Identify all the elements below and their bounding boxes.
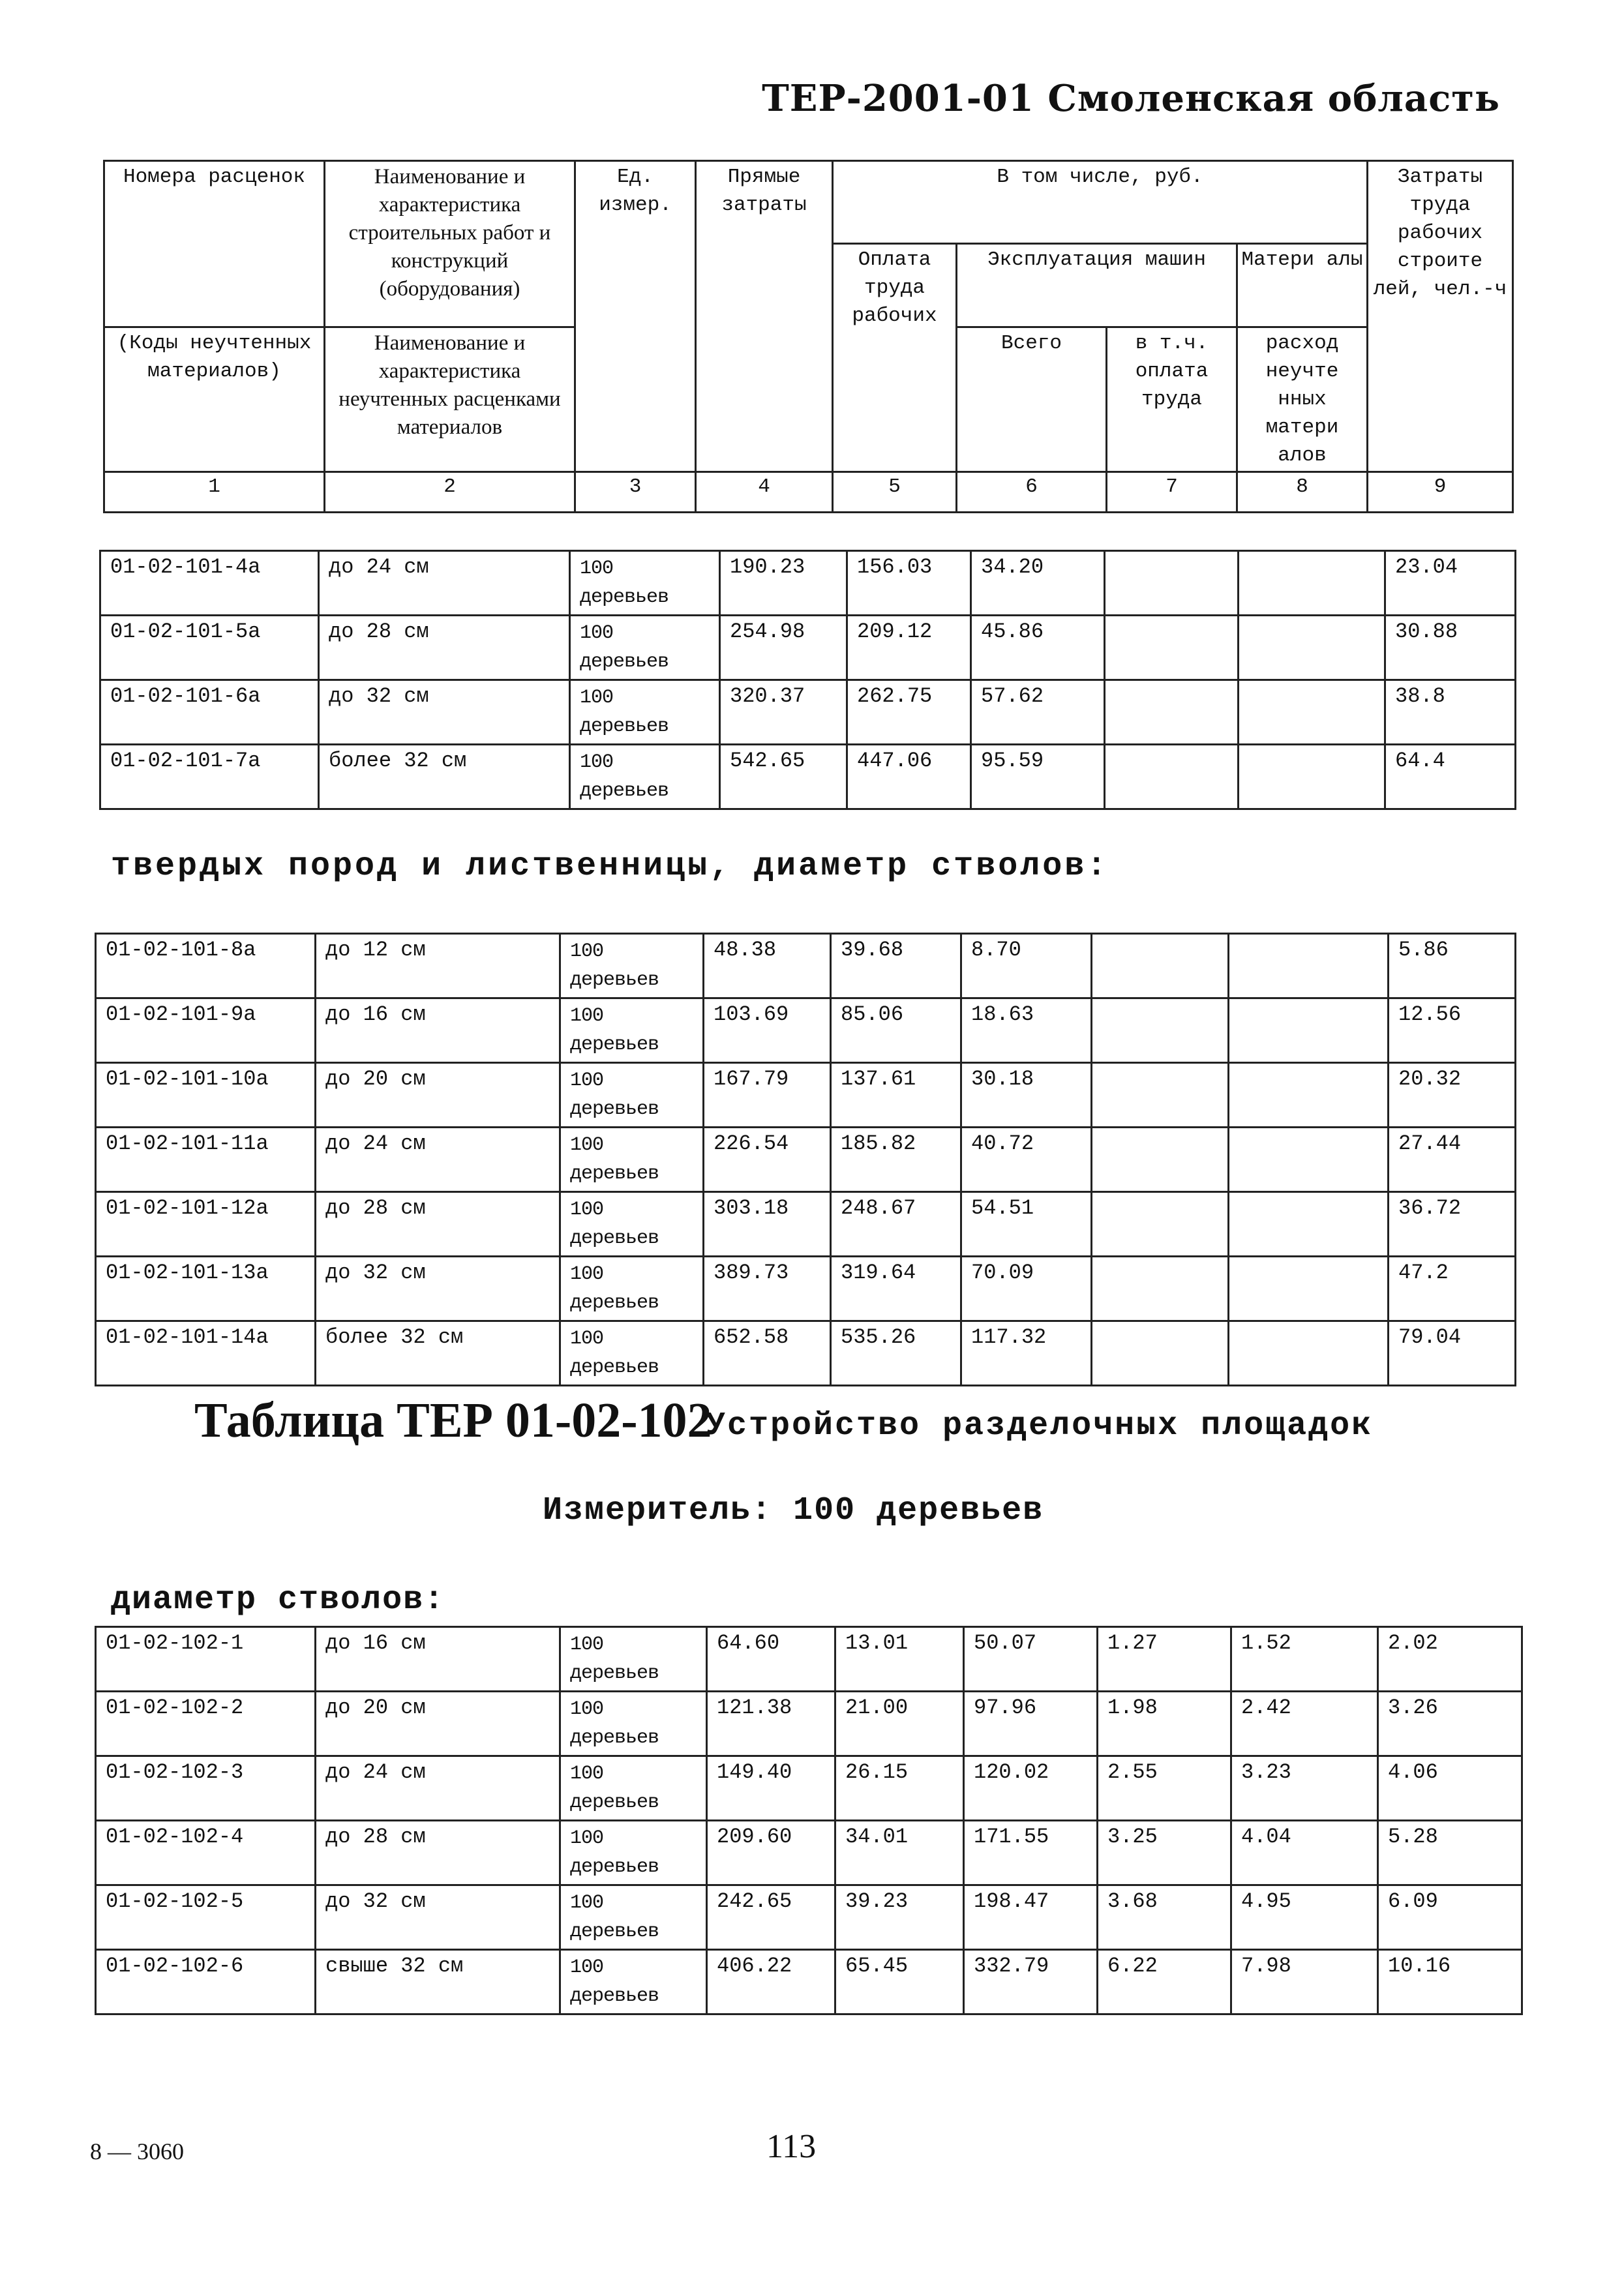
table-row: [96, 1692, 1522, 1756]
cell-name: до 16 см: [316, 998, 560, 1063]
cell-unit: 100 деревьев: [560, 1063, 704, 1128]
cell-mach: 34.20: [971, 551, 1105, 616]
table-row: [96, 1821, 1522, 1885]
header-incl: В том числе, руб.: [833, 161, 1368, 244]
cell-name: до 32 см: [316, 1885, 560, 1950]
cell-pay: 185.82: [831, 1128, 961, 1192]
table-row: [100, 616, 1516, 680]
section-title-hardwood: твердых пород и лиственницы, диаметр стволов:: [111, 848, 1109, 885]
cell-mach-pay: [1092, 1321, 1229, 1386]
cell-mach-pay: [1092, 1257, 1229, 1321]
cell-labor: 5.28: [1378, 1821, 1522, 1885]
cell-mach: 8.70: [961, 934, 1092, 998]
cell-mach-pay: [1105, 680, 1239, 745]
cell-mach-pay: [1105, 616, 1239, 680]
table-title: Таблица ТЕР 01-02-102: [194, 1393, 712, 1448]
cell-mach: 171.55: [964, 1821, 1098, 1885]
col-number: 4: [696, 472, 833, 513]
cell-unit: 100 деревьев: [570, 680, 720, 745]
header-direct: Прямые затраты: [696, 161, 833, 472]
table-row: [96, 1756, 1522, 1821]
rates-table-3: [95, 1626, 1523, 2015]
cell-name: до 32 см: [319, 680, 570, 745]
cell-mach-pay: [1105, 745, 1239, 809]
cell-unit: 100 деревьев: [560, 1950, 707, 2014]
cell-pay: 262.75: [847, 680, 971, 745]
cell-mach-pay: 1.27: [1098, 1627, 1231, 1692]
cell-unit: 100 деревьев: [560, 1885, 707, 1950]
cell-pay: 319.64: [831, 1257, 961, 1321]
cell-labor: 27.44: [1389, 1128, 1516, 1192]
cell-mat: [1229, 1128, 1389, 1192]
table-row: [96, 1128, 1516, 1192]
col-number: 2: [325, 472, 575, 513]
cell-pay: 13.01: [835, 1627, 964, 1692]
cell-labor: 23.04: [1385, 551, 1516, 616]
cell-mach: 57.62: [971, 680, 1105, 745]
cell-mat: 4.95: [1231, 1885, 1378, 1950]
cell-name: до 20 см: [316, 1692, 560, 1756]
cell-code: 01-02-102-4: [96, 1821, 316, 1885]
section-title-diameter: диаметр стволов:: [111, 1581, 445, 1619]
cell-direct: 190.23: [720, 551, 847, 616]
cell-name: до 16 см: [316, 1627, 560, 1692]
cell-mat: [1229, 934, 1389, 998]
cell-direct: 389.73: [704, 1257, 831, 1321]
cell-pay: 85.06: [831, 998, 961, 1063]
cell-direct: 254.98: [720, 616, 847, 680]
cell-mach: 120.02: [964, 1756, 1098, 1821]
cell-code: 01-02-101-14a: [96, 1321, 316, 1386]
cell-direct: 406.22: [707, 1950, 835, 2014]
cell-mach-pay: [1092, 934, 1229, 998]
cell-mat: 2.42: [1231, 1692, 1378, 1756]
cell-mat: [1239, 680, 1385, 745]
cell-name: до 20 см: [316, 1063, 560, 1128]
running-head: ТЕР-2001-01 Смоленская область: [762, 77, 1500, 120]
cell-mach: 30.18: [961, 1063, 1092, 1128]
header-unit: Ед. измер.: [575, 161, 696, 472]
cell-unit: 100 деревьев: [570, 551, 720, 616]
cell-mach-pay: 6.22: [1098, 1950, 1231, 2014]
cell-unit: 100 деревьев: [560, 1192, 704, 1257]
cell-pay: 447.06: [847, 745, 971, 809]
header-name: Наименование и характеристика строительных работ и конструкций (оборудования): [325, 161, 575, 327]
cell-name: до 28 см: [319, 616, 570, 680]
table-row: [96, 1950, 1522, 2014]
cell-pay: 248.67: [831, 1192, 961, 1257]
table-row: [96, 934, 1516, 998]
cell-pay: 34.01: [835, 1821, 964, 1885]
cell-mach-pay: 3.25: [1098, 1821, 1231, 1885]
cell-labor: 64.4: [1385, 745, 1516, 809]
cell-mach: 70.09: [961, 1257, 1092, 1321]
col-number: 9: [1368, 472, 1513, 513]
cell-mach: 97.96: [964, 1692, 1098, 1756]
cell-code: 01-02-101-4a: [100, 551, 319, 616]
cell-mat: [1229, 1063, 1389, 1128]
cell-mat: 7.98: [1231, 1950, 1378, 2014]
table-row: [96, 1321, 1516, 1386]
cell-code: 01-02-101-12a: [96, 1192, 316, 1257]
cell-pay: 137.61: [831, 1063, 961, 1128]
cell-name: более 32 см: [316, 1321, 560, 1386]
cell-direct: 103.69: [704, 998, 831, 1063]
cell-labor: 30.88: [1385, 616, 1516, 680]
cell-code: 01-02-101-11a: [96, 1128, 316, 1192]
cell-mat: [1229, 1257, 1389, 1321]
cell-mach-pay: [1092, 1128, 1229, 1192]
cell-code: 01-02-101-6a: [100, 680, 319, 745]
cell-unit: 100 деревьев: [570, 745, 720, 809]
table-row: [100, 551, 1516, 616]
cell-unit: 100 деревьев: [560, 1692, 707, 1756]
cell-labor: 5.86: [1389, 934, 1516, 998]
column-header-table: [103, 160, 1514, 513]
cell-name: более 32 см: [319, 745, 570, 809]
cell-direct: 320.37: [720, 680, 847, 745]
cell-pay: 209.12: [847, 616, 971, 680]
cell-labor: 10.16: [1378, 1950, 1522, 2014]
cell-code: 01-02-101-9a: [96, 998, 316, 1063]
cell-mach-pay: [1092, 1192, 1229, 1257]
cell-name: до 12 см: [316, 934, 560, 998]
cell-labor: 79.04: [1389, 1321, 1516, 1386]
cell-mat: 3.23: [1231, 1756, 1378, 1821]
cell-unit: 100 деревьев: [560, 1756, 707, 1821]
footer-signature: 8 — 3060: [90, 2138, 184, 2164]
cell-direct: 48.38: [704, 934, 831, 998]
header-pay: Оплата труда рабочих: [833, 244, 957, 472]
cell-labor: 4.06: [1378, 1756, 1522, 1821]
cell-code: 01-02-102-1: [96, 1627, 316, 1692]
table-row: [96, 1063, 1516, 1128]
header-codes: Номера расценок: [104, 161, 325, 327]
cell-unit: 100 деревьев: [560, 1627, 707, 1692]
cell-name: до 28 см: [316, 1192, 560, 1257]
cell-pay: 65.45: [835, 1950, 964, 2014]
cell-direct: 209.60: [707, 1821, 835, 1885]
cell-mach-pay: [1092, 998, 1229, 1063]
cell-mach: 18.63: [961, 998, 1092, 1063]
cell-direct: 64.60: [707, 1627, 835, 1692]
cell-direct: 167.79: [704, 1063, 831, 1128]
cell-unit: 100 деревьев: [560, 1321, 704, 1386]
measure-unit: Измеритель: 100 деревьев: [543, 1492, 1044, 1529]
cell-direct: 652.58: [704, 1321, 831, 1386]
cell-labor: 36.72: [1389, 1192, 1516, 1257]
cell-mach: 198.47: [964, 1885, 1098, 1950]
cell-labor: 47.2: [1389, 1257, 1516, 1321]
cell-code: 01-02-101-13a: [96, 1257, 316, 1321]
cell-labor: 12.56: [1389, 998, 1516, 1063]
cell-unit: 100 деревьев: [560, 1257, 704, 1321]
cell-mach: 95.59: [971, 745, 1105, 809]
cell-code: 01-02-101-10a: [96, 1063, 316, 1128]
cell-name: свыше 32 см: [316, 1950, 560, 2014]
cell-mach-pay: [1092, 1063, 1229, 1128]
cell-code: 01-02-102-6: [96, 1950, 316, 2014]
cell-mach-pay: 3.68: [1098, 1885, 1231, 1950]
page-number: 113: [766, 2128, 817, 2165]
cell-direct: 242.65: [707, 1885, 835, 1950]
cell-pay: 39.68: [831, 934, 961, 998]
cell-labor: 6.09: [1378, 1885, 1522, 1950]
cell-mat: [1239, 745, 1385, 809]
rates-table-2: [95, 933, 1516, 1386]
table-row: [96, 1257, 1516, 1321]
cell-direct: 226.54: [704, 1128, 831, 1192]
header-machines-total: Всего: [957, 327, 1107, 472]
cell-labor: 20.32: [1389, 1063, 1516, 1128]
cell-unit: 100 деревьев: [570, 616, 720, 680]
cell-name: до 28 см: [316, 1821, 560, 1885]
col-number: 7: [1107, 472, 1237, 513]
col-number: 5: [833, 472, 957, 513]
cell-unit: 100 деревьев: [560, 1128, 704, 1192]
cell-direct: 149.40: [707, 1756, 835, 1821]
cell-code: 01-02-101-7a: [100, 745, 319, 809]
cell-name: до 24 см: [316, 1756, 560, 1821]
table-row: [96, 1192, 1516, 1257]
cell-mach-pay: 1.98: [1098, 1692, 1231, 1756]
cell-name: до 24 см: [319, 551, 570, 616]
cell-pay: 26.15: [835, 1756, 964, 1821]
cell-mat: 4.04: [1231, 1821, 1378, 1885]
cell-direct: 303.18: [704, 1192, 831, 1257]
cell-direct: 542.65: [720, 745, 847, 809]
cell-mach-pay: [1105, 551, 1239, 616]
table-row: [96, 1627, 1522, 1692]
header-labor: Затраты труда рабочих строите лей, чел.-ч: [1368, 161, 1513, 472]
col-number: 8: [1237, 472, 1368, 513]
table-row: [96, 998, 1516, 1063]
cell-mach-pay: 2.55: [1098, 1756, 1231, 1821]
header-codes-bottom: (Коды неучтенных материалов): [104, 327, 325, 472]
cell-direct: 121.38: [707, 1692, 835, 1756]
cell-mat: [1229, 1192, 1389, 1257]
cell-pay: 39.23: [835, 1885, 964, 1950]
cell-mat: [1239, 616, 1385, 680]
cell-mat: [1239, 551, 1385, 616]
cell-unit: 100 деревьев: [560, 998, 704, 1063]
cell-pay: 21.00: [835, 1692, 964, 1756]
table-row: [100, 680, 1516, 745]
header-name-bottom: Наименование и характеристика неучтенных расценками материалов: [325, 327, 575, 472]
header-materials-bottom: расход неучте нных матери алов: [1237, 327, 1368, 472]
header-machines-pay: в т.ч. оплата труда: [1107, 327, 1237, 472]
header-machines: Эксплуатация машин: [957, 244, 1237, 327]
cell-mach: 45.86: [971, 616, 1105, 680]
col-number: 1: [104, 472, 325, 513]
col-number: 3: [575, 472, 696, 513]
cell-mach: 117.32: [961, 1321, 1092, 1386]
cell-mach: 40.72: [961, 1128, 1092, 1192]
cell-unit: 100 деревьев: [560, 1821, 707, 1885]
cell-code: 01-02-102-3: [96, 1756, 316, 1821]
cell-labor: 2.02: [1378, 1627, 1522, 1692]
cell-mach: 54.51: [961, 1192, 1092, 1257]
table-subtitle: Устройство разделочных площадок: [706, 1407, 1374, 1445]
cell-mat: [1229, 998, 1389, 1063]
cell-mat: 1.52: [1231, 1627, 1378, 1692]
cell-pay: 535.26: [831, 1321, 961, 1386]
cell-mach: 50.07: [964, 1627, 1098, 1692]
table-row: [100, 745, 1516, 809]
col-number: 6: [957, 472, 1107, 513]
cell-code: 01-02-101-8a: [96, 934, 316, 998]
cell-mat: [1229, 1321, 1389, 1386]
header-materials: Матери алы: [1237, 244, 1368, 327]
rates-table-1: [99, 550, 1516, 810]
cell-labor: 3.26: [1378, 1692, 1522, 1756]
cell-pay: 156.03: [847, 551, 971, 616]
cell-code: 01-02-102-5: [96, 1885, 316, 1950]
cell-code: 01-02-102-2: [96, 1692, 316, 1756]
cell-name: до 32 см: [316, 1257, 560, 1321]
cell-name: до 24 см: [316, 1128, 560, 1192]
table-row: [96, 1885, 1522, 1950]
cell-mach: 332.79: [964, 1950, 1098, 2014]
cell-unit: 100 деревьев: [560, 934, 704, 998]
cell-code: 01-02-101-5a: [100, 616, 319, 680]
cell-labor: 38.8: [1385, 680, 1516, 745]
